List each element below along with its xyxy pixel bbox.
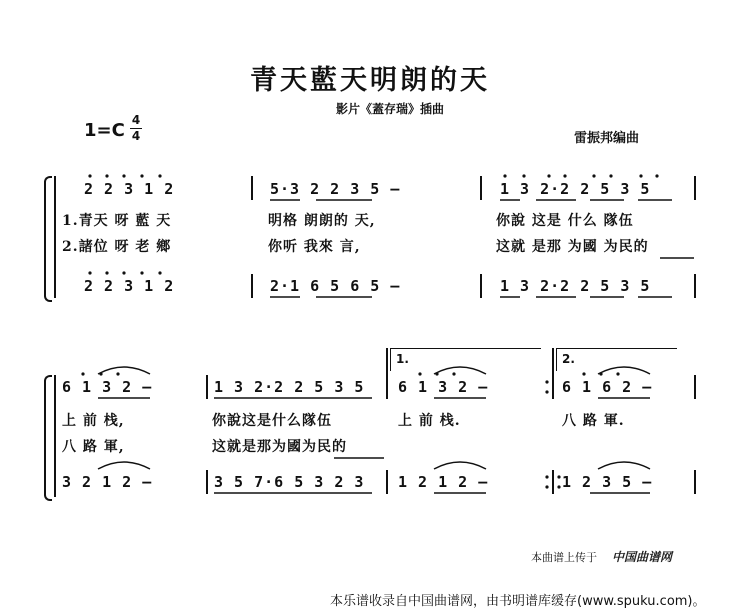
- s1-melody-m3: 1 3 2·2 2 5 3 5: [500, 180, 651, 198]
- s2-harmony-m4: 1 2 3 5 –: [562, 473, 653, 491]
- s2-lyrics1-m3: 上 前 栈.: [398, 413, 461, 429]
- s2-harmony-m1: 3 2 1 2 –: [62, 473, 153, 491]
- volta-2-label: 2.: [562, 352, 575, 366]
- s1-lyrics1-m1: 1.青天 呀 藍 天: [62, 213, 172, 229]
- meter-top: 4: [131, 113, 141, 127]
- site-logo: 中国曲谱网: [612, 550, 673, 564]
- s1-melody-m1: 2 2 3 1 2: [84, 180, 175, 198]
- s2-lyrics1-m2: 你說这是什么隊伍: [212, 413, 332, 429]
- s2-lyrics2-m1: 八 路 軍,: [62, 439, 125, 455]
- score-title: 青天藍天明朗的天: [250, 65, 490, 96]
- s1-lyrics2-m3: 这就 是那 为國 为民的: [496, 239, 649, 255]
- underlines: [98, 200, 694, 493]
- s2-lyrics2-m2: 这就是那为國为民的: [212, 439, 347, 455]
- s1-lyrics2-m1: 2.諸位 呀 老 鄉: [62, 239, 172, 255]
- s2-lyrics1-m4: 八 路 軍.: [562, 413, 625, 429]
- s1-harmony-m3: 1 3 2·2 2 5 3 5: [500, 277, 651, 295]
- s2-melody-m1: 6 1 3 2 –: [62, 378, 153, 396]
- s2-melody-m4: 6 1 6 2 –: [562, 378, 653, 396]
- source-credit: 本乐谱收录自中国曲谱网，由书明谱库缓存(www.spuku.com)。: [330, 594, 706, 609]
- s1-harmony-m1: 2 2 3 1 2: [84, 277, 175, 295]
- s1-lyrics2-m2: 你听 我來 言,: [268, 239, 361, 255]
- octave-dots: [81, 174, 658, 488]
- s1-harmony-m2: 2·1 6 5 6 5 –: [270, 277, 401, 295]
- s2-harmony-m2: 3 5 7·6 5 3 2 3: [214, 473, 365, 491]
- s1-lyrics1-m2: 明格 朗朗的 天,: [268, 213, 376, 229]
- s2-melody-m2: 1 3 2·2 2 5 3 5: [214, 378, 365, 396]
- s2-harmony-m3: 1 2 1 2 –: [398, 473, 489, 491]
- upload-credit: 本曲谱上传于: [531, 551, 597, 564]
- s2-melody-m3: 6 1 3 2 –: [398, 378, 489, 396]
- s1-lyrics1-m3: 你說 这是 什么 隊伍: [496, 213, 634, 229]
- score-subtitle: 影片《蓋存瑞》插曲: [335, 102, 444, 116]
- composer-credit: 雷振邦编曲: [574, 131, 640, 146]
- meter-bottom: 4: [131, 129, 141, 143]
- slurs: [98, 367, 653, 469]
- s1-melody-m2: 5·3 2 2 3 5 –: [270, 180, 401, 198]
- s2-lyrics1-m1: 上 前 栈,: [62, 413, 125, 429]
- key-signature: 1=C: [84, 120, 125, 141]
- volta-1-label: 1.: [396, 352, 409, 366]
